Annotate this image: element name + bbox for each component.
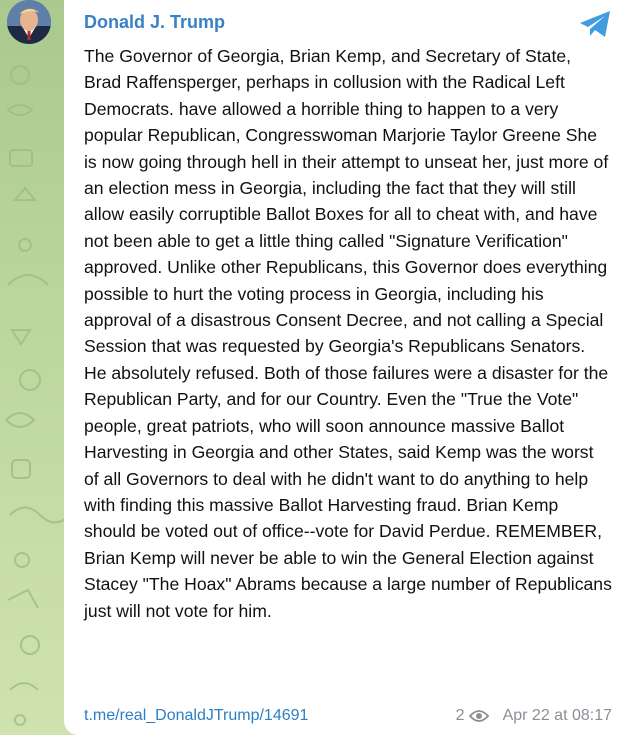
timestamp: Apr 22 at 08:17 (502, 707, 612, 724)
user-avatar-icon (7, 0, 51, 44)
eye-icon (469, 709, 489, 723)
views-count: 2 (455, 707, 465, 724)
avatar[interactable] (7, 0, 51, 44)
message-footer (84, 703, 612, 729)
post-link[interactable]: t.me/real_DonaldJTrump/14691 (84, 707, 309, 724)
telegram-share-icon[interactable] (578, 10, 612, 38)
message-text: The Governor of Georgia, Brian Kemp, and Secretary of State, Brad Raffensperger, perhaps in collusion with the Radical Left Democrats. have allowed a horrible thing to happen to a very popular Republican, Congresswoman Marjorie Taylor Greene She is now going through hell in their attempt to unseat her, just more of an election mess in Georgia, including the fact that they will still allow easily corruptible Ballot Boxes for all to cheat with, and have not been able to get a little thing called "Signature Verification" approved. Unlike other Republicans, this Governor does everything possible to hurt the voting process in Georgia, including his approval of a disastrous Consent Decree, and not calling a Special Session that was requested by Georgia's Republicans Senators. He absolutely refused. Both of those failures were a disaster for the Republican Party, and for our Country. Even the "True the Vote" people, great patriots, who will soon announce massive Ballot Harvesting in Georgia and other States, said Kemp was the worst of all Governors to deal with he didn't want to do anything to help with finding this massive Ballot Harvesting fraud. Brian Kemp should be voted out of office--vote for David Perdue. REMEMBER, Brian Kemp will never be able to win the General Election against Stacey "The Hoax" Abrams because a large number of Republicans just will not vote for him. (84, 46, 612, 621)
message-meta (456, 707, 612, 725)
message-bubble (64, 0, 632, 735)
author-name[interactable]: Donald J. Trump (84, 12, 226, 32)
